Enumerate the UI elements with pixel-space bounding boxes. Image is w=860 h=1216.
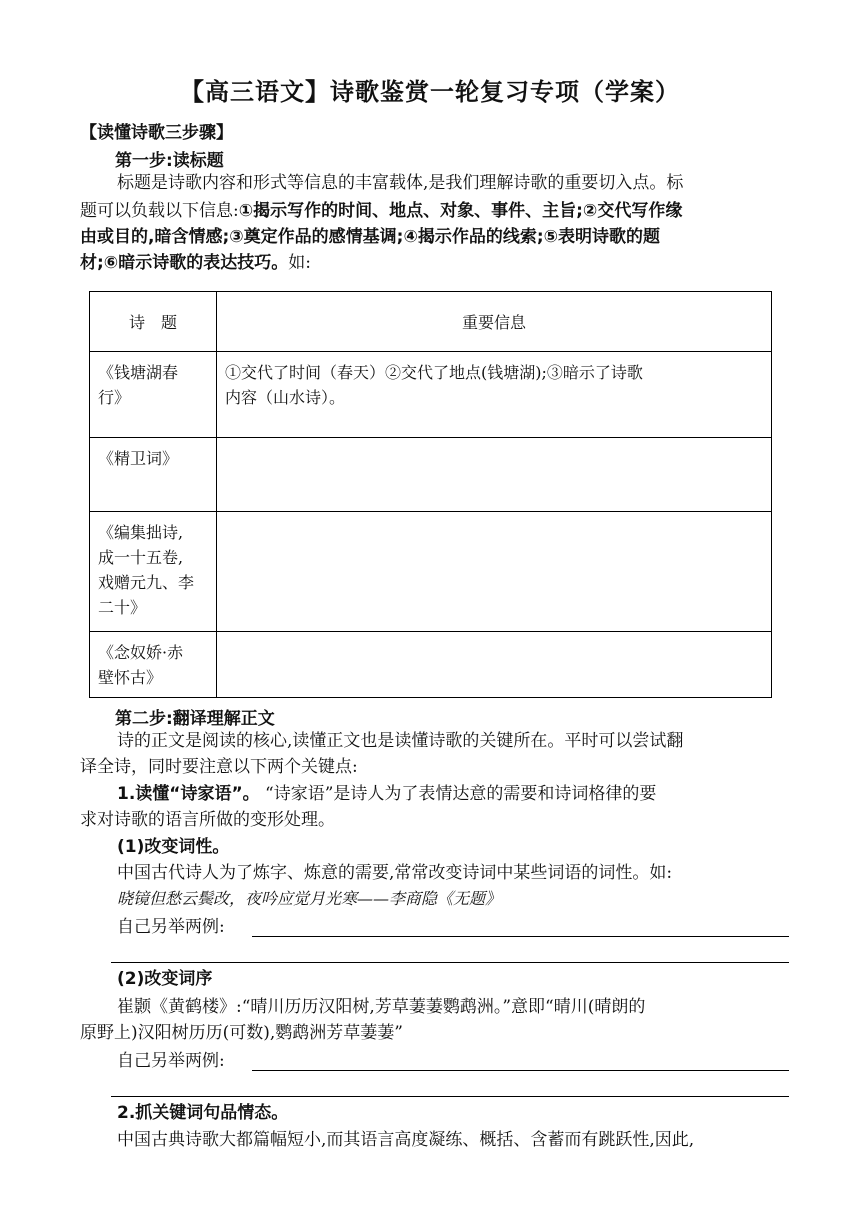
title-info-table [89,291,772,698]
poem-title-line: 《精卫词》 [98,449,179,468]
step2-line2: 译全诗，同时要注意以下两个关键点: [80,757,358,777]
info-cell-empty[interactable] [217,632,772,698]
step1-line2-bold: ①揭示写作的时间、地点、对象、事件、主旨;②交代写作缘 [238,201,683,221]
step1-line1: 标题是诗歌内容和形式等信息的丰富载体,是我们理解诗歌的重要切入点。标 [117,173,684,193]
answer-line[interactable] [111,1096,789,1097]
sub2-text-line2: 原野上)汉阳树历历(可数),鹦鹉洲芳草萋萋” [80,1023,403,1043]
table-header-row [90,292,772,352]
table-row [90,632,772,698]
step1-line2 [80,198,682,224]
sub2-heading: (2)改变词序 [117,969,213,989]
info-line: 内容（山水诗）。 [225,388,346,407]
poem-title-line: 戏赠元九、李 [98,573,195,592]
section-heading: 【读懂诗歌三步骤】 [80,123,233,143]
sub1-text: 中国古代诗人为了炼字、炼意的需要,常常改变诗词中某些词语的词性。如: [117,863,673,883]
info-line: ①交代了时间（春天）②交代了地点(钱塘湖);③暗示了诗歌 [225,363,643,382]
poem-title-cell [90,632,217,698]
info-cell[interactable] [217,352,772,438]
sub1-heading: (1)改变词性。 [117,837,230,857]
step1-line4-plain: 如: [288,253,311,273]
poem-title-line: 壁怀古》 [98,668,163,687]
sub2-text-line1: 崔颢《黄鹤楼》:“晴川历历汉阳树,芳草萋萋鹦鹉洲。”意即“晴川(晴朗的 [117,997,646,1017]
poem-title-line: 行》 [98,388,131,407]
table-row [90,438,772,512]
answer-line[interactable] [252,936,789,937]
point1-text: “诗家语”是诗人为了表情达意的需要和诗词格律的要 [259,784,657,804]
sub1-prompt: 自己另举两例: [117,917,225,937]
step1-line4-bold: 材;⑥暗示诗歌的表达技巧。 [80,253,289,273]
point2-text: 中国古典诗歌大都篇幅短小,而其语言高度凝练、概括、含蓄而有跳跃性,因此, [117,1130,695,1150]
poem-title-line: 《钱塘湖春 [98,363,179,382]
answer-line[interactable] [111,962,789,963]
point1-label: 1.读懂“诗家语”。 [117,784,260,804]
poem-title-line: 《念奴娇·赤 [98,643,184,662]
info-cell-empty[interactable] [217,512,772,632]
table-row [90,512,772,632]
step1-line3: 由或目的,暗含情感;③奠定作品的感情基调;④揭示作品的线索;⑤表明诗歌的题 [80,227,661,247]
header-poem-title: 诗 题 [90,292,217,352]
step2-line1: 诗的正文是阅读的核心,读懂正文也是读懂诗歌的关键所在。平时可以尝试翻 [117,731,684,751]
poem-title-line: 《编集拙诗, [98,523,184,542]
answer-line[interactable] [252,1070,789,1071]
table-row [90,352,772,438]
poem-title-line: 二十》 [98,598,147,617]
step2-heading: 第二步:翻译理解正文 [115,709,275,729]
step1-line2-plain: 题可以负载以下信息: [80,201,239,221]
point1-line2: 求对诗歌的语言所做的变形处理。 [80,810,335,830]
sub1-example: 晓镜但愁云鬓改，夜吟应觉月光寒——李商隐《无题》 [117,889,502,908]
sub2-prompt: 自己另举两例: [117,1051,225,1071]
step1-heading: 第一步:读标题 [115,151,224,171]
poem-title-line: 成一十五卷, [98,548,184,567]
info-cell-empty[interactable] [217,438,772,512]
step1-line4 [80,250,311,276]
page-title: 【高三语文】诗歌鉴赏一轮复习专项（学案） [180,78,680,106]
point2-label: 2.抓关键词句品情态。 [117,1103,289,1123]
poem-title-cell [90,512,217,632]
header-important-info: 重要信息 [217,292,772,352]
poem-title-cell [90,438,217,512]
poem-title-cell [90,352,217,438]
point1-line1 [117,781,656,807]
